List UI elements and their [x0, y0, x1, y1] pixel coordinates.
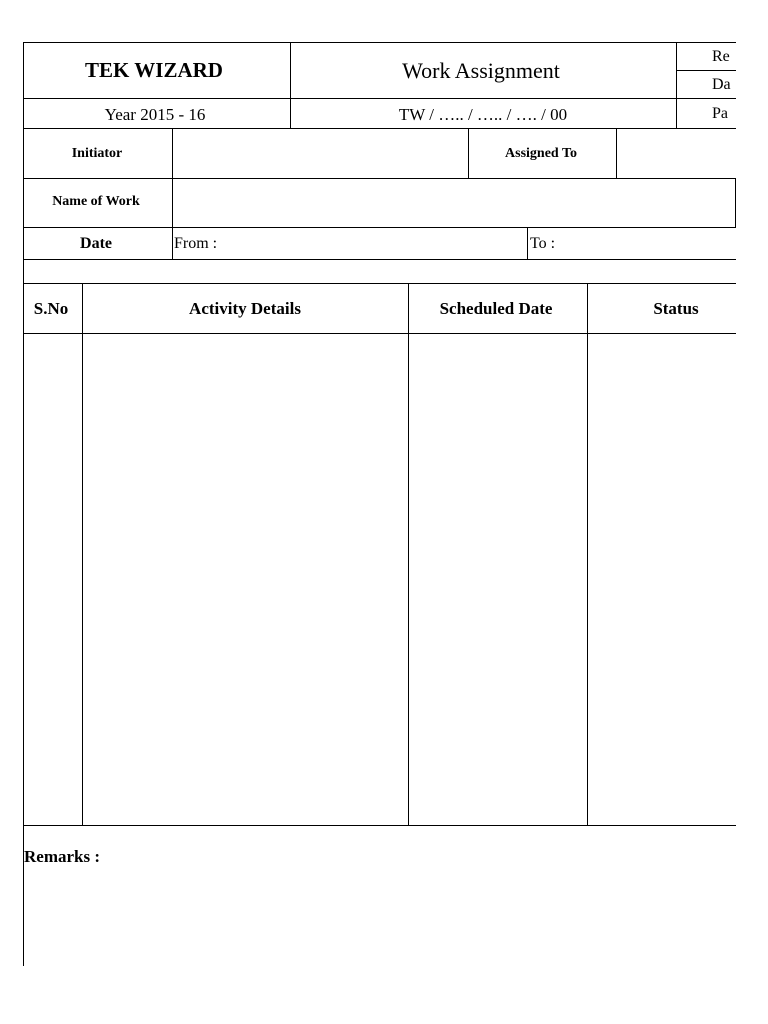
date-label: Date [80, 235, 112, 252]
form-title: Work Assignment [402, 58, 560, 83]
from-label: From : [174, 235, 218, 252]
name-of-work-label: Name of Work [52, 194, 140, 209]
revision-label: Re [712, 48, 730, 65]
column-header-status: Status [653, 299, 699, 318]
page-label: Pa [712, 105, 728, 122]
column-header-sno: S.No [33, 299, 69, 318]
column-header-activity-details: Activity Details [189, 299, 301, 318]
initiator-label: Initiator [71, 146, 123, 161]
assigned-to-label: Assigned To [505, 146, 577, 161]
date-header-label: Da [712, 76, 731, 93]
to-label: To : [530, 235, 556, 252]
company-name: TEK WIZARD [85, 58, 223, 82]
remarks-label: Remarks : [24, 847, 101, 866]
reference-number: TW / ….. / ….. / …. / 00 [398, 105, 568, 124]
year-label: Year 2015 - 16 [104, 105, 206, 124]
column-header-scheduled-date: Scheduled Date [439, 299, 553, 318]
